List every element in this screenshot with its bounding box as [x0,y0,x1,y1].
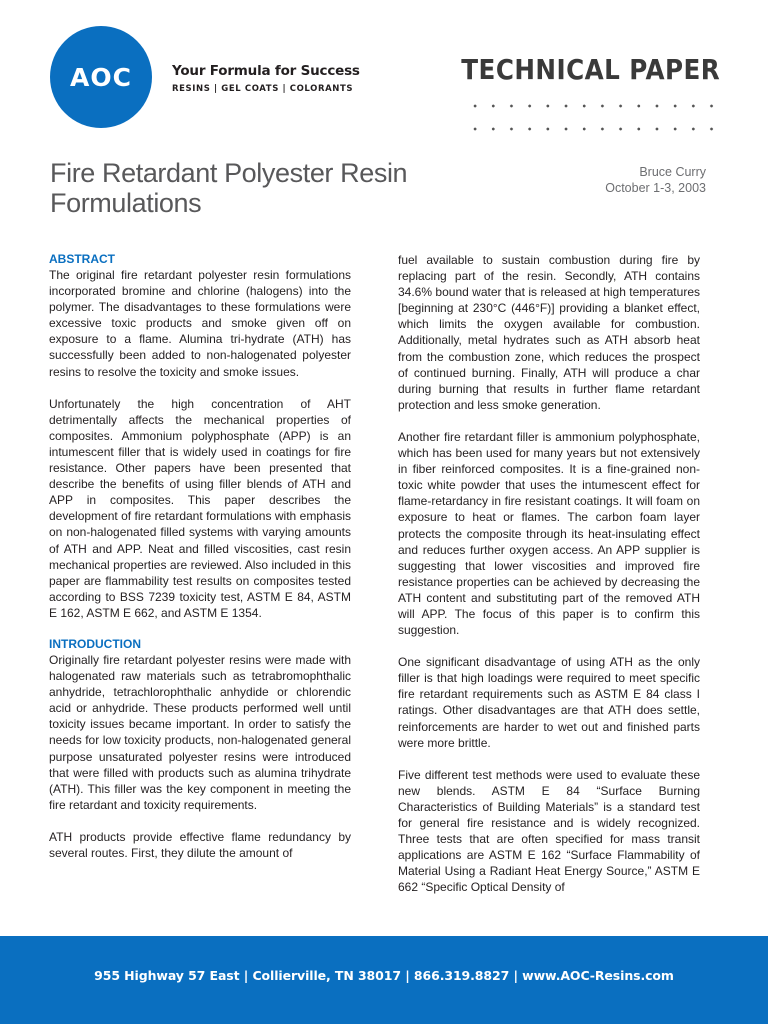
paper-title: Fire Retardant Polyester Resin Formulations [50,158,408,218]
body-paragraph-1: fuel available to sustain combustion during fire by replacing part of the resin. Secondly, ATH contains 34.6% bound water that is released at high temperatures [beginning at 230°C (446°F)] providing a blanket effect, which limits the oxygen available for combustion. Additionally, metal hydrates such as ATH absorb heat from the combustion zone, which reduces the prospect of continued burning. Finally, ATH will produce a char during burning that results in further flame retardant protection and less smoke generation. [398,253,700,412]
left-column [49,252,351,877]
abstract-paragraph-2: Unfortunately the high concentration of AHT detrimentally affects the mechanical properties of composites. Ammonium polyphosphate (APP) is an intumescent filler that is widely used in coatings for fire resistance. Other papers have been presented that describe the benefits of using filler blends of ATH and APP in composites. This paper describes the development of fire retardant formulations with emphasis on non-halogenated filled systems with varying amounts of ATH and APP. Neat and filled viscosities, cast resin mechanical properties are reviewed. Also included in this paper are flammability test results on composites tested according to BSS 7239 toxicity test, ASTM E 84, ASTM E 162, ASTM E 662, and ASTM E 1354. [49,396,351,620]
body-paragraph-3: One significant disadvantage of using ATH as the only filler is that high loadings were required to meet specific fire retardant requirements such as ASTM E 84 class I ratings. Other disadvantages are that ATH does settle, reinforcements are harder to wet out and finished parts were more brittle. [398,655,700,750]
footer-contact: 955 Highway 57 East | Collierville, TN 38017 | 866.319.8827 | www.AOC-Resins.com [94,967,674,983]
footer-bar [0,936,768,1024]
document-type-heading: TECHNICAL PAPER [461,53,720,86]
subtagline: RESINS | GEL COATS | COLORANTS [172,84,354,94]
author-name: Bruce Curry [639,165,706,179]
introduction-heading: INTRODUCTION [49,636,141,651]
paper-date: October 1-3, 2003 [605,181,706,195]
author-block [605,164,706,196]
introduction-paragraph-1: Originally fire retardant polyester resins were made with halogenated raw materials such as tetrabromophthalic anhydride, tetrachlorophthalic anhydide or chlorendic acid or anhydride. These products performed well until toxicity issues became important. In order to satisfy the needs for low toxicity products, non-halogenated general purpose unsaturated polyester resins were introduced that were filled with products such as alumina trihydrate (ATH). This filler was the key component in meeting the fire retardant and toxicity requirements. [49,652,351,812]
abstract-paragraph-1: The original fire retardant polyester resin formulations incorporated bromine and chlorine (halogens) into the polymer. The disadvantages to these formulations were excessive toxic products and smoke given off on exposure to a flame. Alumina tri-hydrate (ATH) has successfully been added to non-halogenated polyester resins to resolve the toxicity and smoke issues. [49,268,351,379]
body-paragraph-2: Another fire retardant filler is ammonium polyphosphate, which has been used for many years but not extensively in fiber reinforced composites. It is a fine-grained non-toxic white powder that uses the intumescent effect for flame-retardancy in fire resistant coatings. It will foam on exposure to heat or flames. The carbon foam layer protects the composite through its heat-insulating effect and reduces further oxygen access. An APP supplier is suggesting that lower viscosities and improved fire resistance properties can be achieved by decreasing the ATH content and substituting part of the removed ATH will APP. The focus of this paper is to confirm this suggestion. [398,429,700,638]
introduction-paragraph-2: ATH products provide effective flame redundancy by several routes. First, they dilute the amount of [49,829,351,860]
abstract-heading: ABSTRACT [49,252,115,266]
tagline: Your Formula for Success [172,63,360,79]
logo-text: AOC [70,62,132,92]
decorative-dots-row-2 [466,127,720,131]
aoc-logo [50,26,152,128]
body-paragraph-4: Five different test methods were used to evaluate these new blends. ASTM E 84 “Surface Burning Characteristics of Building Materials” is a standard test for general fire resistance and is widely recognized. Three tests that are often specified for mass transit applications are ASTM E 162 “Surface Flammability of Material Using a Radiant Heat Energy Source,” ASTM E 662 “Specific Optical Density of [398,767,700,895]
right-column [398,252,700,911]
decorative-dots-row-1 [466,104,720,108]
